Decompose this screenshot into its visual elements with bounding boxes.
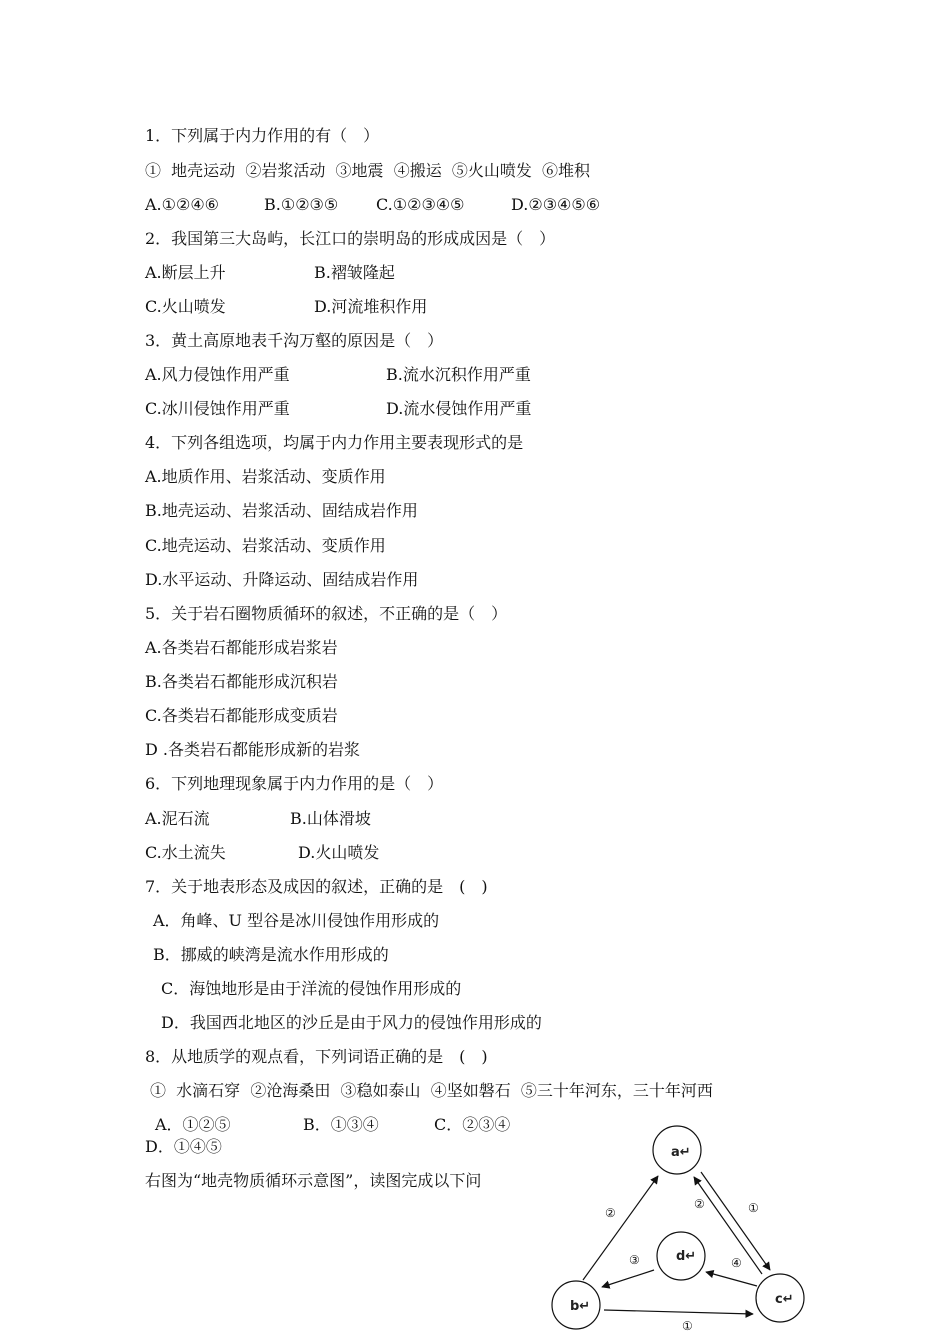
- edge-label-c-to-a: ②: [694, 1197, 705, 1211]
- node-a-label: a↵: [671, 1145, 691, 1160]
- q2-option-c: C.火山喷发: [145, 297, 226, 316]
- q7-option-b: B．挪威的峡湾是流水作用形成的: [153, 945, 389, 964]
- edge-label-d-to-b: ③: [629, 1253, 640, 1267]
- q4-option-d: D.水平运动、升降运动、固结成岩作用: [145, 570, 419, 589]
- q3-stem: 3．黄土高原地表千沟万壑的原因是（ ）: [145, 331, 444, 350]
- q5-stem: 5．关于岩石圈物质循环的叙述，不正确的是（ ）: [145, 604, 508, 623]
- q1-option-a: A.①②④⑥: [145, 195, 220, 214]
- q8-option-d: D．①④⑤: [145, 1137, 222, 1156]
- edge-b-to-a: [583, 1176, 658, 1280]
- q4-option-b: B.地壳运动、岩浆活动、固结成岩作用: [145, 501, 418, 520]
- q3-option-a: A.风力侵蚀作用严重: [145, 365, 290, 384]
- q1-option-c: C.①②③④⑤: [376, 195, 465, 214]
- q1-option-d: D.②③④⑤⑥: [511, 195, 601, 214]
- q2-option-d: D.河流堆积作用: [314, 297, 428, 316]
- rock-cycle-diagram: [540, 1110, 830, 1344]
- q1-items: ① 地壳运动 ②岩浆活动 ③地震 ④搬运 ⑤火山喷发 ⑥堆积: [145, 161, 591, 180]
- q6-option-d: D.火山喷发: [298, 843, 380, 862]
- q6-option-c: C.水土流失: [145, 843, 226, 862]
- q6-option-b: B.山体滑坡: [290, 809, 371, 828]
- q1-stem: 1．下列属于内力作用的有（ ）: [145, 126, 380, 145]
- q8-option-b: B．①③④: [303, 1115, 379, 1134]
- q1-option-b: B.①②③⑤: [264, 195, 339, 214]
- q4-stem: 4．下列各组选项，均属于内力作用主要表现形式的是: [145, 433, 524, 452]
- rock-cycle-svg: [540, 1110, 830, 1344]
- q8-option-a: A．①②⑤: [155, 1115, 231, 1134]
- diagram-intro: 右图为“地壳物质循环示意图”，读图完成以下问: [145, 1171, 482, 1190]
- q3-option-d: D.流水侵蚀作用严重: [386, 399, 532, 418]
- q3-option-c: C.冰川侵蚀作用严重: [145, 399, 290, 418]
- q2-option-b: B.褶皱隆起: [314, 263, 395, 282]
- q8-option-c: C．②③④: [434, 1115, 511, 1134]
- edge-label-b-to-c: ①: [682, 1319, 693, 1333]
- edge-label-c-to-d: ④: [731, 1256, 742, 1270]
- q2-option-a: A.断层上升: [145, 263, 226, 282]
- edge-d-to-b: [602, 1270, 654, 1287]
- node-b-label: b↵: [570, 1299, 591, 1314]
- edge-label-a-to-c: ①: [748, 1201, 759, 1215]
- q8-stem: 8．从地质学的观点看，下列词语正确的是 ( ): [145, 1047, 488, 1066]
- q5-option-b: B.各类岩石都能形成沉积岩: [145, 672, 338, 691]
- q7-option-d: D．我国西北地区的沙丘是由于风力的侵蚀作用形成的: [161, 1013, 542, 1032]
- node-c-label: c↵: [775, 1292, 794, 1307]
- q7-option-a: A．角峰、U 型谷是冰川侵蚀作用形成的: [153, 911, 440, 930]
- q4-option-c: C.地壳运动、岩浆活动、变质作用: [145, 536, 386, 555]
- edge-c-to-d: [706, 1272, 757, 1286]
- q8-items: ① 水滴石穿 ②沧海桑田 ③稳如泰山 ④坚如磐石 ⑤三十年河东，三十年河西: [150, 1081, 713, 1100]
- q6-option-a: A.泥石流: [145, 809, 210, 828]
- q5-option-c: C.各类岩石都能形成变质岩: [145, 706, 338, 725]
- edge-label-b-to-a: ②: [605, 1206, 616, 1220]
- q7-option-c: C．海蚀地形是由于洋流的侵蚀作用形成的: [161, 979, 462, 998]
- q7-stem: 7．关于地表形态及成因的叙述，正确的是 ( ): [145, 877, 488, 896]
- q4-option-a: A.地质作用、岩浆活动、变质作用: [145, 467, 386, 486]
- q3-option-b: B.流水沉积作用严重: [386, 365, 531, 384]
- q5-option-d: D .各类岩石都能形成新的岩浆: [145, 740, 361, 759]
- q2-stem: 2．我国第三大岛屿，长江口的崇明岛的形成成因是（ ）: [145, 229, 556, 248]
- edge-b-to-c: [604, 1310, 753, 1314]
- node-d-label: d↵: [676, 1249, 697, 1264]
- q6-stem: 6．下列地理现象属于内力作用的是（ ）: [145, 774, 444, 793]
- q5-option-a: A.各类岩石都能形成岩浆岩: [145, 638, 338, 657]
